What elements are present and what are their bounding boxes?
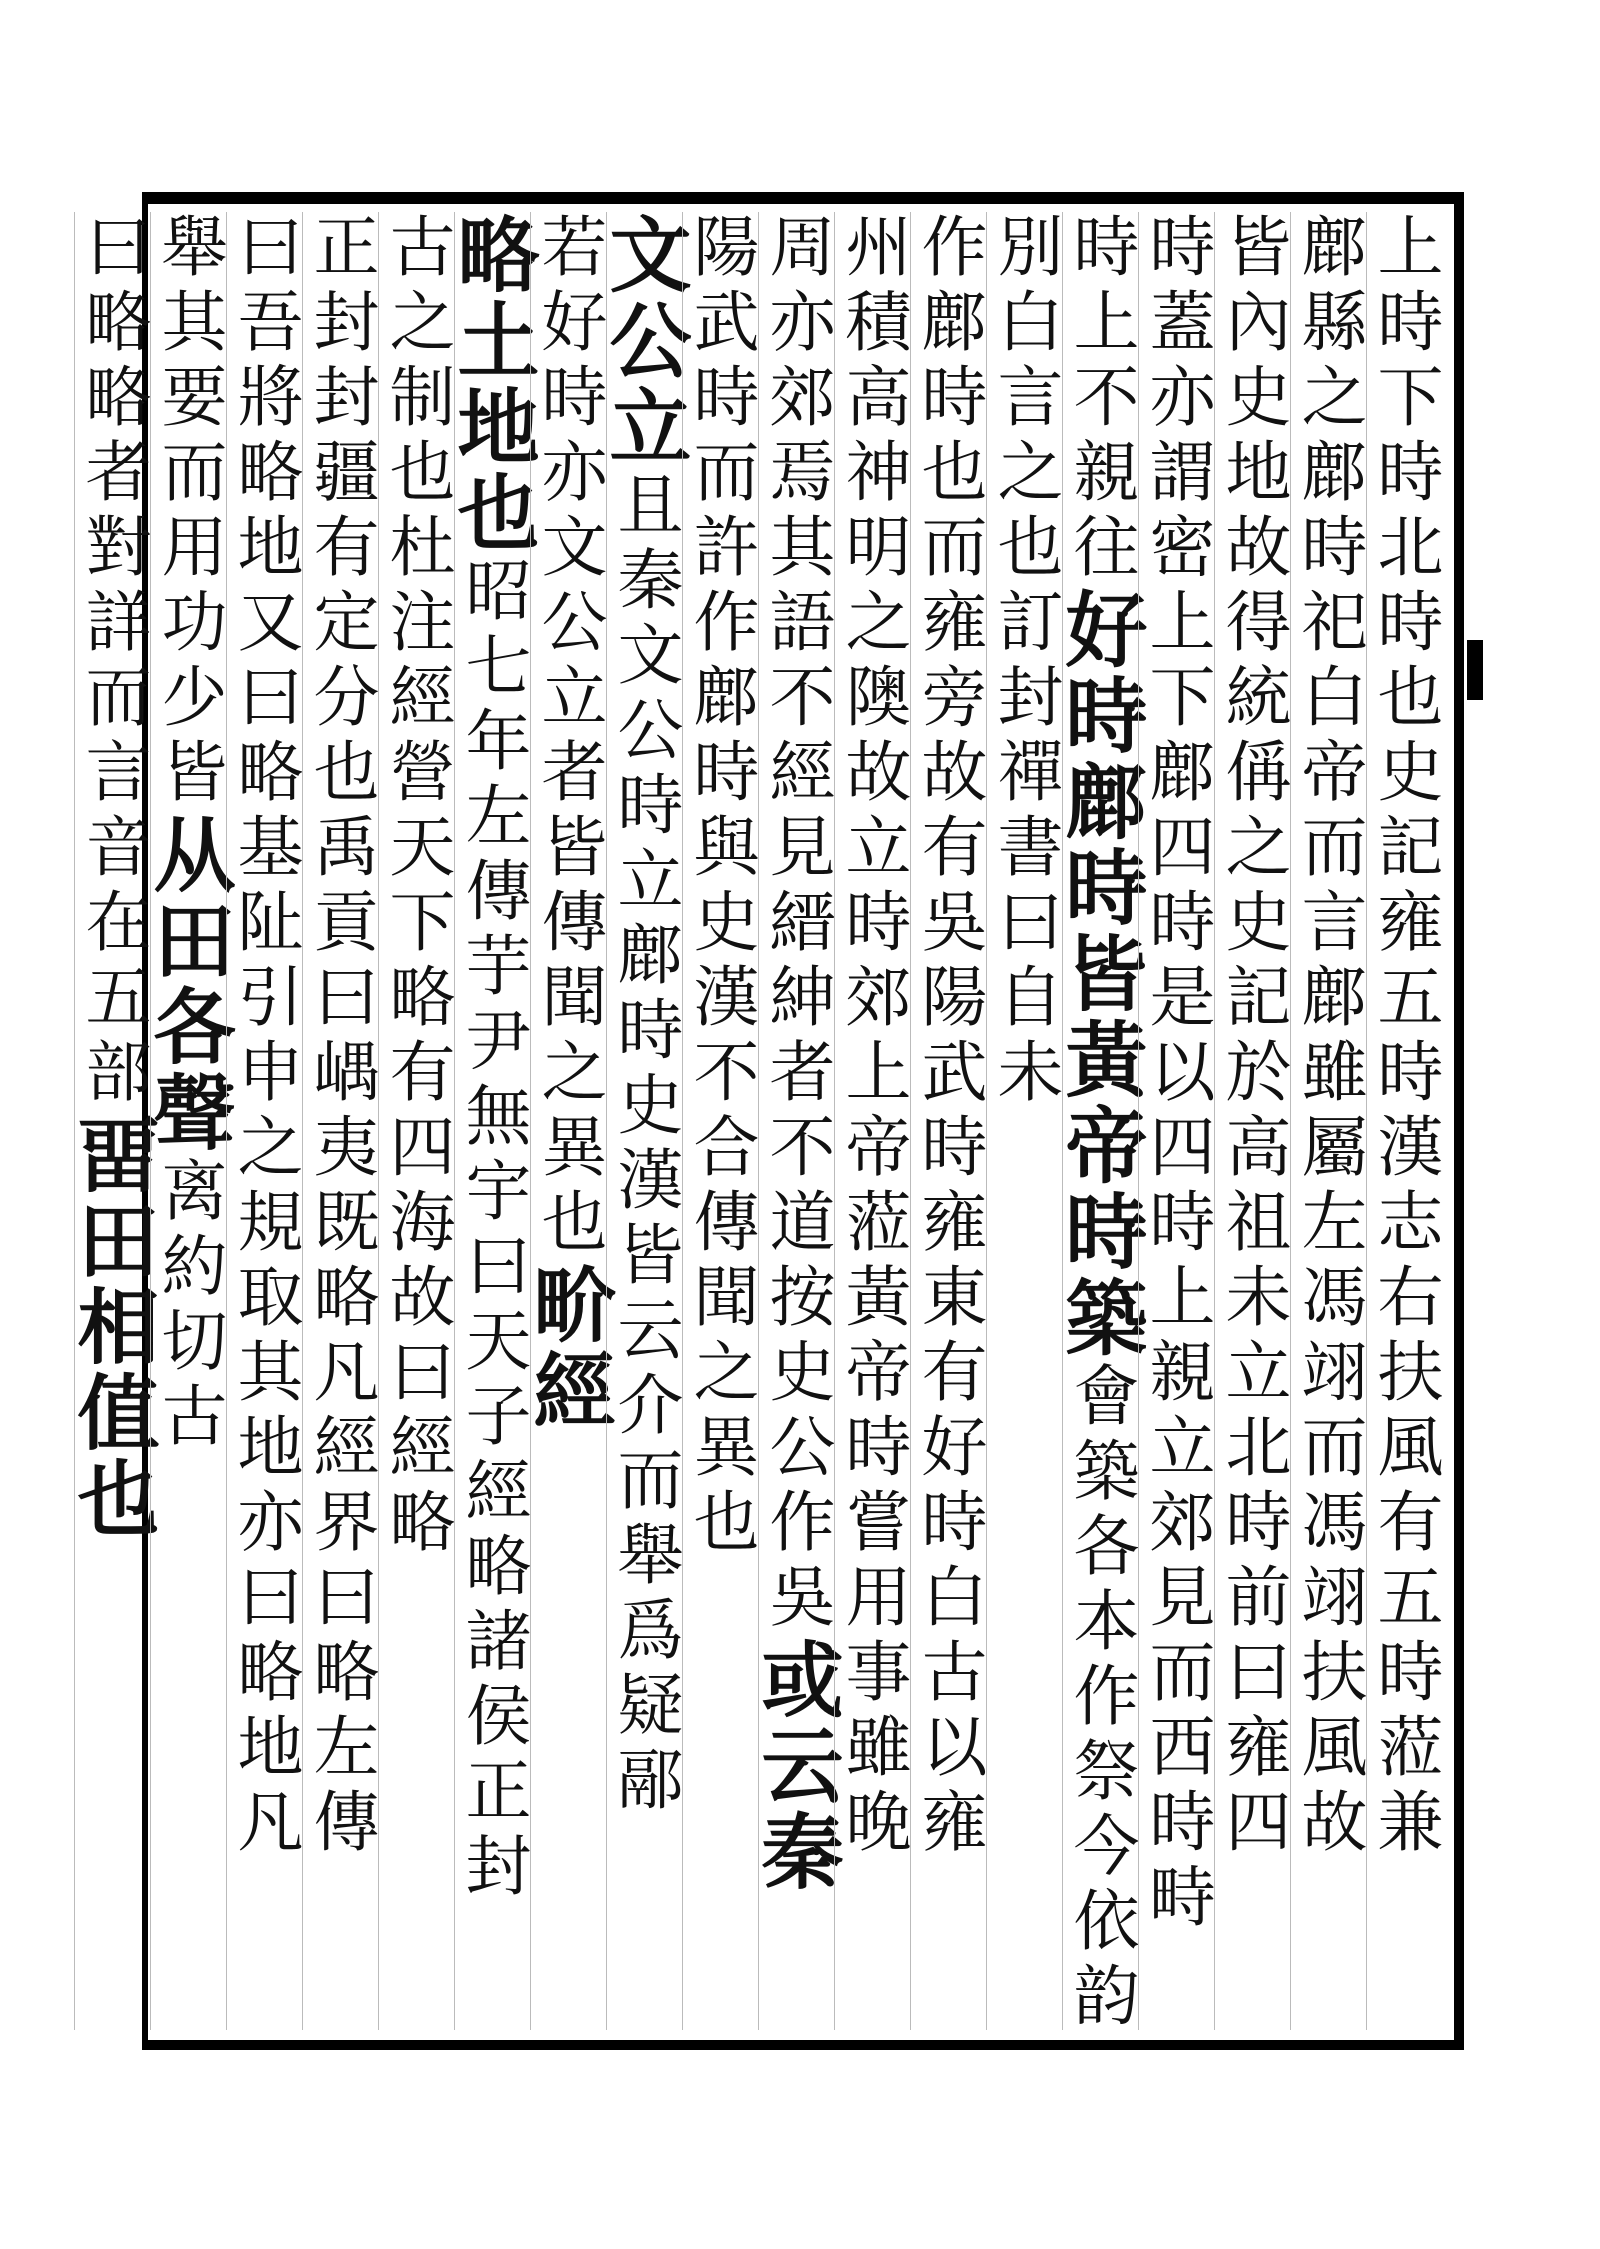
text-column — [748, 212, 844, 2030]
text-column — [1138, 212, 1214, 2030]
text-column — [834, 212, 910, 2030]
commentary-text: 訂封禪書曰自未 — [986, 587, 1063, 1112]
commentary-text: 陽武時而許作鄜時與史漢不合傳聞之異也 — [682, 212, 759, 1562]
commentary-text: 正封封疆有定分也禹貢曰嵎夷既略凡經界曰略左傳 — [302, 212, 379, 1862]
text-column — [64, 212, 160, 2030]
text-column — [520, 212, 616, 2030]
text-column — [596, 212, 692, 2030]
headword-text: 畍經 — [520, 1262, 616, 1434]
text-column — [444, 212, 540, 2030]
text-column — [302, 212, 378, 2030]
commentary-text: 州積高神明之隩故立時郊上帝蒞黃帝時嘗用事雖晚 — [834, 212, 911, 1862]
headword-text: 或云秦 — [748, 1637, 844, 1895]
commentary-text: 音在五部 — [74, 812, 151, 1112]
commentary-text: 曰吾將略地又曰略基阯引申之規取其地亦曰略地凡 — [226, 212, 303, 1862]
text-column — [1366, 212, 1442, 2030]
text-column — [910, 212, 986, 2030]
commentary-text: 䣓 — [606, 1745, 683, 1820]
headword-text: 好時鄜時皆黃帝時築 — [1052, 587, 1148, 1361]
headword-text: 畱田相值也 — [64, 1112, 160, 1542]
text-column — [1290, 212, 1366, 2030]
commentary-text: 會築各本作祭今依韵 — [1062, 1361, 1139, 2036]
text-columns — [64, 212, 1443, 2036]
commentary-text: 且秦文公時立鄜時史漢皆云介而舉爲疑 — [606, 470, 683, 1745]
commentary-text: 時蓋亦謂密上下鄜四時是以四時上親立郊見而西時畤 — [1138, 212, 1215, 1937]
commentary-text: 周亦郊焉其語不經見縉紳者不道按史公作吳 — [758, 212, 835, 1637]
text-column — [1052, 212, 1148, 2036]
text-column — [682, 212, 758, 2030]
commentary-text: 皆內史地故得統偁之史記於高祖未立北時前曰雍四 — [1214, 212, 1291, 1862]
text-column — [226, 212, 302, 2030]
headword-text: 文公立 — [596, 212, 692, 470]
fishtail-mark — [1467, 640, 1483, 700]
commentary-text: 舉其要而用功少皆 — [150, 212, 227, 812]
commentary-text: 曰略略者對詳而言 — [74, 212, 151, 812]
headword-text: 从田各聲 — [140, 812, 236, 1156]
commentary-text: 別白言之也 — [986, 212, 1063, 587]
commentary-text: 昭七年左傳芋尹無宇曰天子經略諸侯正封 — [454, 556, 531, 1906]
commentary-text: 若好時亦文公立者皆傳聞之異也 — [530, 212, 607, 1262]
headword-text: 略土地也 — [444, 212, 540, 556]
commentary-text: 時上不親往 — [1062, 212, 1139, 587]
commentary-text: 古之制也杜注經營天下略有四海故曰經略 — [378, 212, 455, 1562]
text-column — [1214, 212, 1290, 2030]
text-column — [986, 212, 1062, 2030]
commentary-text: 作鄜時也而雍旁故有吳陽武時雍東有好時白古以雍 — [910, 212, 987, 1862]
text-column — [378, 212, 454, 2030]
commentary-text: 上時下時北時也史記雍五時漢志右扶風有五時蒞兼 — [1366, 212, 1443, 1862]
text-column — [140, 212, 236, 2030]
commentary-text: 鄜縣之鄜時祀白帝而言鄜雖屬左馮翊而馮翊扶風故 — [1290, 212, 1367, 1862]
commentary-text: 离約切古 — [150, 1156, 227, 1456]
